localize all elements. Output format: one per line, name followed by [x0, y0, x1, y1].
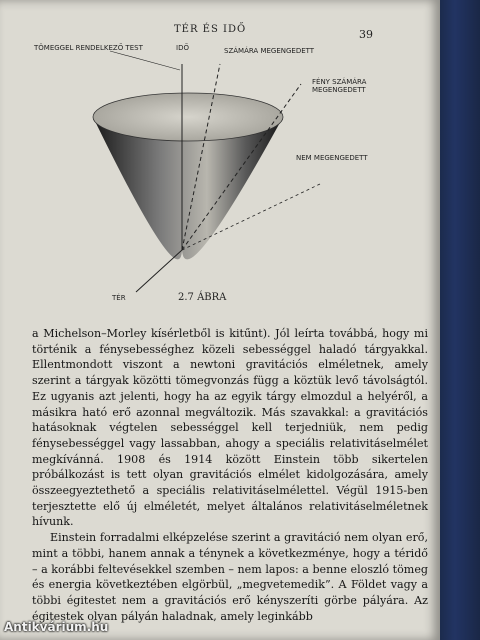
label-not-allowed: NEM MEGENGEDETT	[296, 154, 368, 162]
running-title: TÉR ÉS IDŐ	[174, 24, 247, 35]
book-cover-edge	[438, 0, 480, 640]
page-number: 39	[359, 28, 373, 41]
light-cone-diagram	[20, 36, 420, 316]
figure-caption: 2.7 ÁBRA	[178, 292, 227, 303]
label-massive-body: TÖMEGGEL RENDELKEZŐ TEST	[34, 44, 143, 52]
paragraph-2: Einstein forradalmi elképzelése szerint a gravitáció nem olyan erő, mint a többi, hanem annak a ténynek a következménye, hogy a téridő – a korábbi feltevésekkel szemben – nem lapos: a benne eloszló tömeg és energia következtében elgörbül, „megvetemedik”. A Földet vagy a többi égitestet nem a gravitációs erő kényszeríti görbe pályára. Az égitestek olyan pályán haladnak, amely leginkább	[32, 531, 428, 623]
body-text	[32, 326, 428, 624]
label-space-axis: TÉR	[112, 294, 126, 302]
space-axis-line	[136, 250, 182, 292]
label-allowed: SZÁMÁRA MEGENGEDETT	[224, 47, 315, 55]
light-cone-top	[93, 93, 283, 141]
label-light-allowed-1: FÉNY SZÁMÁRA	[312, 78, 367, 86]
label-time-axis: IDŐ	[176, 44, 189, 52]
paragraph-1: a Michelson–Morley kísérletből is kitűnt). Jól leírta továbbá, hogy mi történik a fénysebességhez közeli sebességgel haladó tárgyakkal. Ellentmondott viszont a newtoni gravitációs elméletnek, amely szerint a tárgyak közötti tömegvonzás függ a köztük levő távolságtól. Ez ugyanis azt jelenti, hogy ha az egyik tárgy elmozdul a helyéről, a másikra ható erő azonnal megváltozik. Más szavakkal: a gravitációs hatásoknak végtelen sebességgel kell terjedniük, nem pedig fénysebességgel vagy lassabban, ahogy a speciális relativitáselmélet megkívánná. 1908 és 1914 között Einstein több sikertelen próbálkozást is tett olyan gravitációs elmélet kidolgozására, amely összeegyeztethető a speciális relativitáselmélettel. Végül 1915-ben terjesztette elő új elméletét, melyet általános relativitáselméletnek hívunk.	[32, 327, 428, 529]
observer-pointer	[110, 51, 180, 70]
watermark: Antikvárium.hu	[4, 620, 109, 634]
label-light-allowed-2: MEGENGEDETT	[312, 86, 366, 94]
